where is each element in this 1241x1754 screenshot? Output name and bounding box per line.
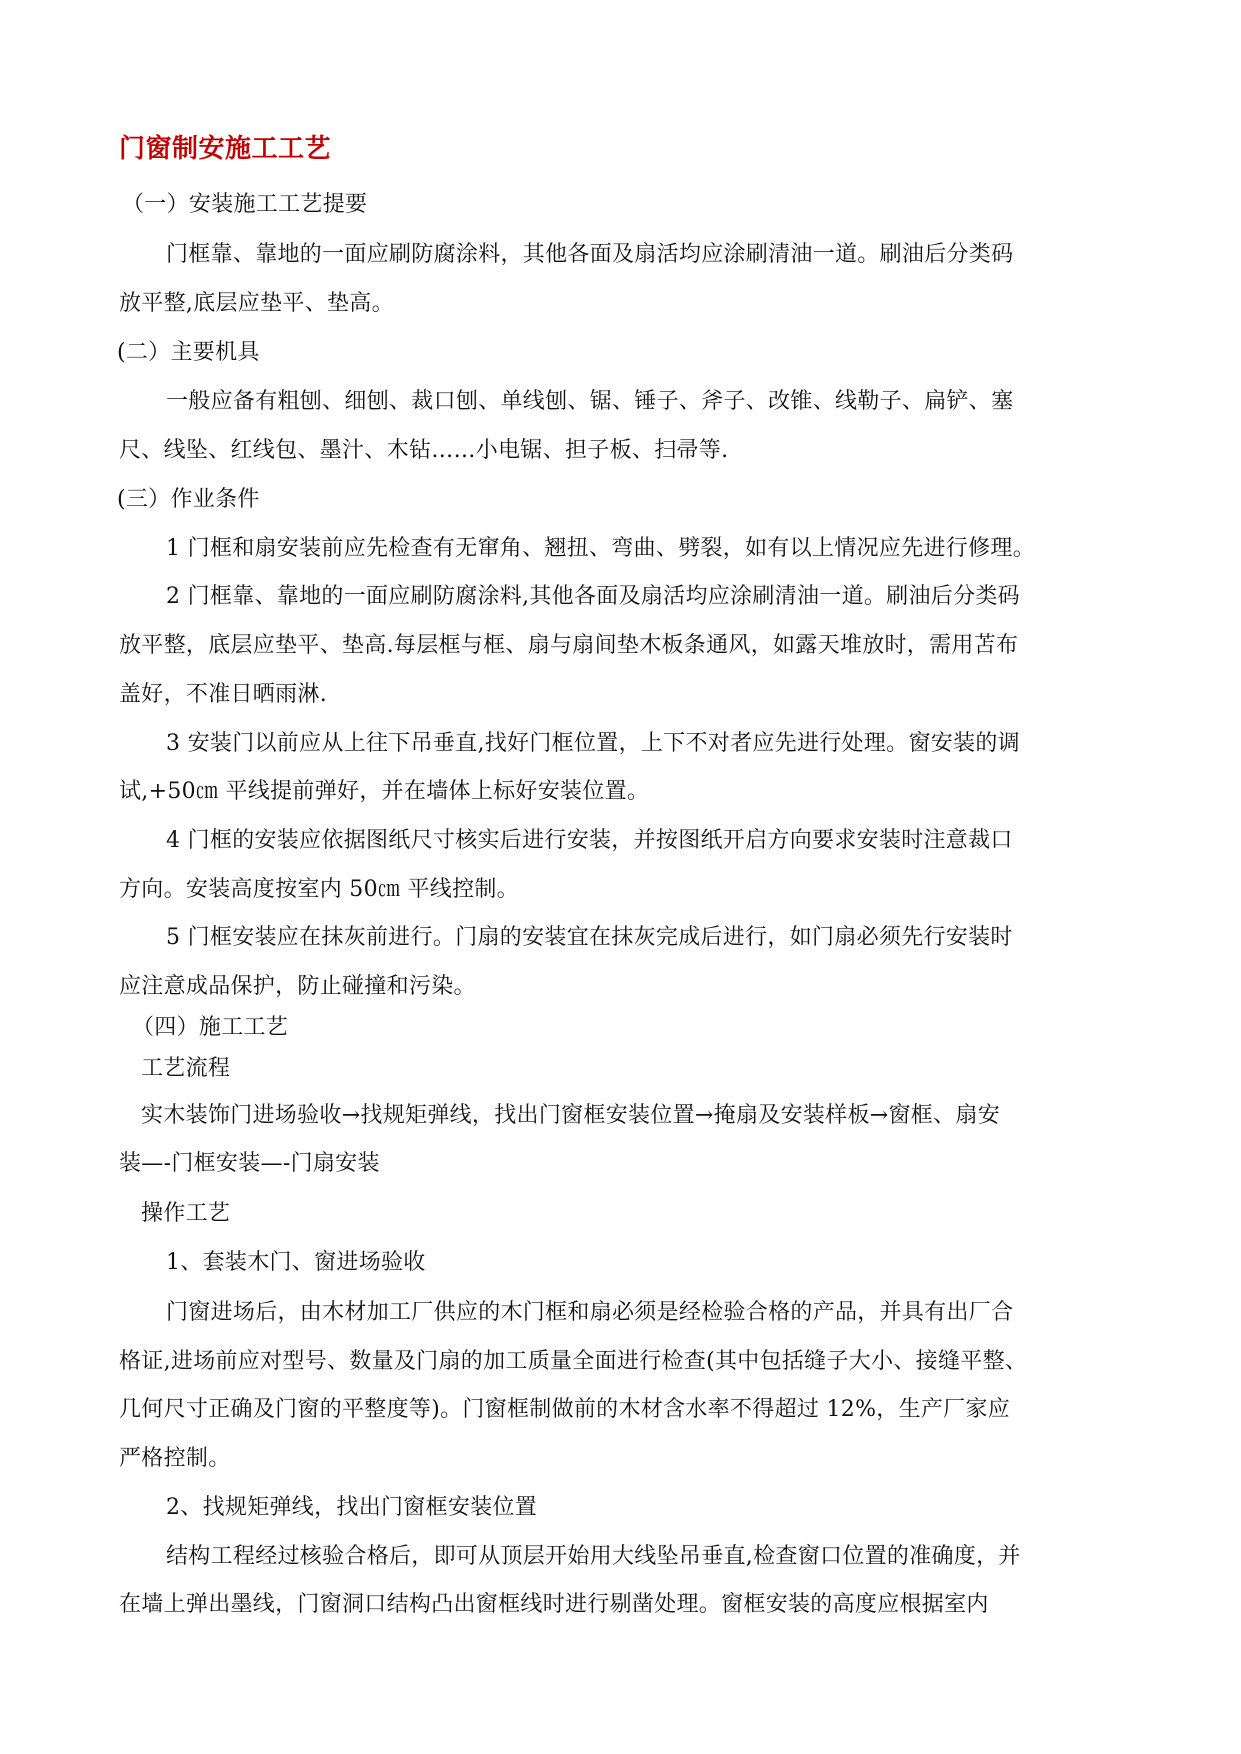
paragraph-line: 一般应备有粗刨、细刨、裁口刨、单线刨、锯、锤子、斧子、改锥、线勒子、扁铲、塞 xyxy=(166,389,1014,414)
paragraph-line: 应注意成品保护，防止碰撞和污染。 xyxy=(119,974,476,999)
paragraph-line: 5 门框安装应在抹灰前进行。门扇的安装宜在抹灰完成后进行，如门扇必须先行安装时 xyxy=(166,925,1013,950)
paragraph-line: 格证,进场前应对型号、数量及门扇的加工质量全面进行检查(其中包括缝子大小、接缝平整、 xyxy=(119,1349,1028,1374)
paragraph-line: 门窗进场后，由木材加工厂供应的木门框和扇必须是经检验合格的产品，并具有出厂合 xyxy=(166,1300,1014,1325)
paragraph-line: 方向。安装高度按室内 50㎝ 平线控制。 xyxy=(119,877,519,902)
paragraph-line: 1 门框和扇安装前应先检查有无窜角、翘扭、弯曲、劈裂，如有以上情况应先进行修理。 xyxy=(166,536,1035,561)
paragraph-line: 门框靠、靠地的一面应刷防腐涂料，其他各面及扇活均应涂刷清油一道。刷油后分类码 xyxy=(166,242,1014,267)
paragraph-line: 2 门框靠、靠地的一面应刷防腐涂料,其他各面及扇活均应涂刷清油一道。刷油后分类码 xyxy=(166,584,1020,609)
paragraph-line: 装—-门框安装—-门扇安装 xyxy=(119,1151,380,1176)
subheading-process-flow: 工艺流程 xyxy=(141,1056,231,1081)
paragraph-line: 4 门框的安装应依据图纸尺寸核实后进行安装，并按图纸开启方向要求安装时注意裁口 xyxy=(166,828,1013,853)
section-heading-2: (二）主要机具 xyxy=(117,340,260,365)
paragraph-line: 试,+50㎝ 平线提前弹好，并在墙体上标好安装位置。 xyxy=(119,779,650,804)
paragraph-line: 严格控制。 xyxy=(119,1446,231,1471)
paragraph-line: 盖好，不准日晒雨淋. xyxy=(119,682,327,707)
paragraph-line: 结构工程经过核验合格后，即可从顶层开始用大线坠吊垂直,检查窗口位置的准确度，并 xyxy=(166,1544,1021,1569)
paragraph-line: 几何尺寸正确及门窗的平整度等)。门窗框制做前的木材含水率不得超过 12%，生产厂家应 xyxy=(119,1397,1011,1422)
paragraph-line: 尺、线坠、红线包、墨汁、木钻……小电锯、担子板、扫帚等. xyxy=(119,438,729,463)
paragraph-line: 3 安装门以前应从上往下吊垂直,找好门框位置，上下不对者应先进行处理。窗安装的调 xyxy=(166,731,1020,756)
section-heading-1: （一）安装施工工艺提要 xyxy=(122,192,368,217)
document-title: 门窗制安施工工艺 xyxy=(119,134,332,164)
section-heading-3: (三）作业条件 xyxy=(117,487,260,512)
paragraph-line: 放平整，底层应垫平、垫高.每层框与框、扇与扇间垫木板条通风，如露天堆放时，需用苫布 xyxy=(119,633,1019,658)
paragraph-line: 在墙上弹出墨线，门窗洞口结构凸出窗框线时进行剔凿处理。窗框安装的高度应根据室内 xyxy=(119,1592,989,1617)
item-heading-1: 1、套装木门、窗进场验收 xyxy=(166,1250,426,1275)
paragraph-line: 实木装饰门进场验收→找规矩弹线，找出门窗框安装位置→掩扇及安装样板→窗框、扇安 xyxy=(141,1103,1001,1128)
section-heading-4: （四）施工工艺 xyxy=(132,1015,289,1040)
subheading-operation: 操作工艺 xyxy=(141,1201,231,1226)
paragraph-line: 放平整,底层应垫平、垫高。 xyxy=(119,291,394,316)
item-heading-2: 2、找规矩弹线，找出门窗框安装位置 xyxy=(166,1495,538,1520)
